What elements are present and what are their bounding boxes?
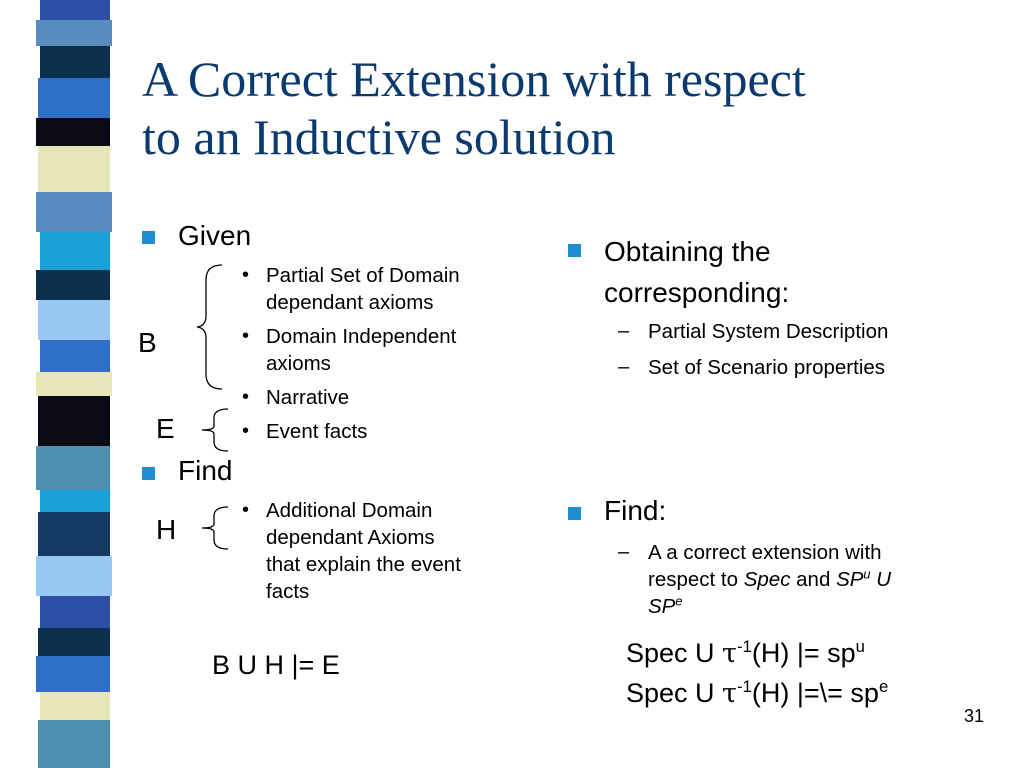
stripe-segment	[40, 596, 110, 628]
slide-title	[142, 50, 1002, 166]
given-item-narrative: Narrative	[266, 386, 350, 409]
sub-partial-system-description: Partial System Description	[648, 320, 889, 343]
title-line-1: A Correct Extension with respect	[142, 51, 806, 107]
find-item-additional-axioms: Additional Domain dependant Axioms that explain the event facts	[266, 499, 461, 604]
stripe-segment	[36, 656, 110, 692]
stripe-segment	[38, 300, 110, 340]
brace-b-icon	[196, 264, 226, 390]
dash-icon: –	[618, 356, 630, 378]
title-line-2: to an Inductive solution	[142, 109, 616, 165]
decorative-stripe	[0, 0, 120, 768]
equation-spec-not-entails-spe: Spec U $\tau^{-1}(H)$ |=\= $sp^e$	[626, 676, 889, 709]
stripe-segment	[40, 692, 110, 720]
bullet-dot-icon: •	[242, 264, 250, 286]
stripe-segment	[36, 446, 110, 490]
brace-label-e: E	[156, 413, 175, 444]
bullet-dot-icon: •	[242, 420, 250, 442]
page-number: 31	[963, 706, 984, 726]
find-right-bullet-icon	[568, 507, 581, 520]
brace-h-icon	[200, 506, 230, 550]
find-bullet-icon	[142, 467, 155, 480]
given-item-partial-set: Partial Set of Domain dependant axioms	[266, 264, 460, 315]
dash-icon: –	[618, 320, 630, 342]
sub-set-of-scenario-properties: Set of Scenario properties	[648, 356, 886, 379]
stripe-segment	[40, 340, 110, 372]
stripe-segment	[36, 118, 110, 146]
stripe-segment	[38, 396, 110, 446]
stripe-segment	[40, 232, 110, 270]
bullet-dot-icon: •	[242, 386, 250, 408]
find-heading: Find	[178, 455, 233, 486]
stripe-segment	[36, 192, 112, 232]
obtaining-heading: Obtaining the corresponding:	[604, 236, 790, 308]
formula-b-u-h: B U H |= E	[212, 650, 340, 680]
stripe-segment	[38, 720, 110, 768]
stripe-segment	[36, 372, 112, 396]
given-bullet-icon	[142, 231, 155, 244]
brace-label-b: B	[138, 327, 157, 358]
stripe-segment	[36, 270, 110, 300]
stripe-segment	[40, 46, 110, 78]
stripe-segment	[38, 512, 110, 556]
stripe-segment	[36, 556, 112, 596]
stripe-segment	[38, 146, 110, 192]
stripe-segment	[36, 20, 112, 46]
bullet-dot-icon: •	[242, 499, 250, 521]
stripe-segment	[40, 490, 110, 512]
find-right-heading: Find:	[604, 495, 667, 526]
brace-e-icon	[200, 408, 230, 452]
stripe-segment	[38, 628, 110, 656]
given-item-event-facts: Event facts	[266, 420, 368, 443]
brace-label-h: H	[156, 514, 177, 545]
bullet-dot-icon: •	[242, 325, 250, 347]
obtaining-bullet-icon	[568, 244, 581, 257]
given-item-domain-independent: Domain Independent axioms	[266, 325, 457, 376]
stripe-segment	[40, 0, 110, 20]
stripe-segment	[38, 78, 110, 118]
find-sub-correct-extension: A a correct extension with respect to Spec and $SP^u$ U $SP^e$	[648, 541, 891, 619]
given-heading: Given	[178, 220, 252, 251]
equation-spec-entails-spu: Spec U $\tau^{-1}(H)$ |= $sp^u$	[626, 636, 865, 669]
dash-icon: –	[618, 541, 630, 563]
